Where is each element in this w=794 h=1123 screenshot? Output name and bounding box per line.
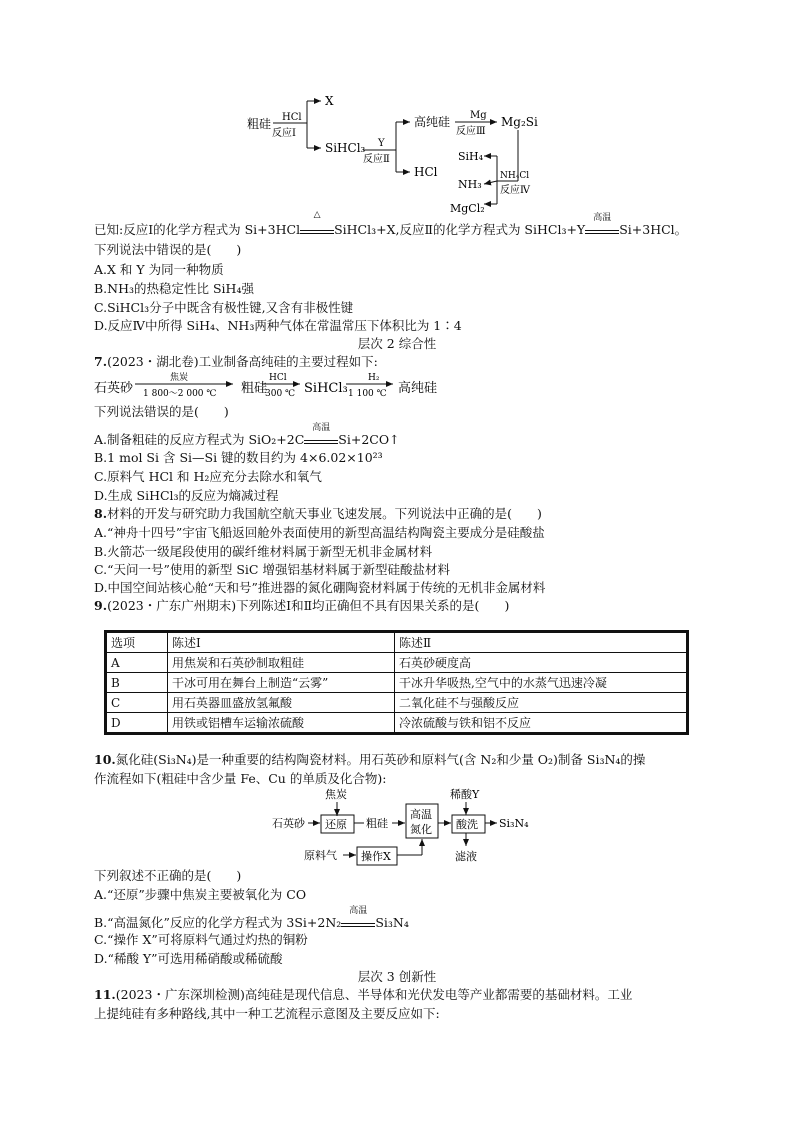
q6-eq1 — [300, 210, 334, 234]
q8-option-b: B.火箭芯一级尾段使用的碳纤维材料属于新型无机非金属材料 — [94, 544, 433, 559]
q11-line1-text: (2023・广东深圳检测)高纯硅是现代信息、半导体和光伏发电等产业都需要的基础材料。工业 — [115, 987, 633, 1002]
q9-number: 9. — [94, 598, 108, 613]
q7-coke: 焦炭 — [170, 373, 189, 383]
d1-reaction4: 反应Ⅳ — [500, 185, 530, 196]
reaction-scheme-diagram — [0, 0, 794, 220]
table-cell: A — [106, 653, 168, 673]
q7-crude: 粗硅 — [241, 381, 268, 396]
d1-sihcl3: SiHCl₃ — [325, 141, 366, 155]
q6-eq1-cond: △ — [313, 210, 321, 220]
q7-number: 7. — [94, 354, 108, 369]
level2-heading: 层次 2 综合性 — [357, 336, 437, 351]
d1-mg2si: Mg₂Si — [501, 115, 538, 129]
q6-known-b: SiHCl₃+X,反应Ⅱ的化学方程式为 SiHCl₃+Y — [334, 222, 586, 237]
q7-option-a — [94, 423, 400, 448]
q8-number: 8. — [94, 506, 108, 521]
d1-x: X — [325, 94, 334, 108]
q10-dilute-acid: 稀酸Y — [450, 788, 480, 801]
q6-stem: 下列说法中错误的是( ) — [94, 242, 242, 257]
q10-nitride1: 高温 — [410, 808, 432, 821]
table-row — [106, 673, 688, 693]
q10-feed-gas: 原料气 — [304, 849, 337, 862]
q7-a-cond: 高温 — [312, 423, 331, 433]
q7-option-b: B.1 mol Si 含 Si—Si 键的数目约为 4×6.02×10²³ — [94, 450, 383, 465]
q6-known — [94, 210, 688, 238]
d1-reaction1: 反应Ⅰ — [272, 128, 296, 139]
q6-eq2-cond: 高温 — [593, 213, 612, 223]
table-cell: C — [106, 693, 168, 713]
d1-high-purity-si: 高纯硅 — [414, 115, 451, 129]
q7-h2: H₂ — [368, 373, 380, 383]
q7-sihcl3: SiHCl₃ — [304, 381, 348, 396]
table-header-cell: 选项 — [106, 632, 168, 653]
table-header-row — [106, 632, 688, 653]
q10-nitride2: 氮化 — [410, 823, 432, 836]
d1-mgcl2: MgCl₂ — [450, 202, 485, 215]
q9-stem — [94, 596, 509, 614]
table-cell: D — [106, 713, 168, 734]
q7-quartz: 石英砂 — [94, 381, 134, 396]
q10-option-d: D.“稀酸 Y”可选用稀硝酸或稀硫酸 — [94, 951, 283, 966]
table-cell: 石英砂硬度高 — [395, 653, 688, 673]
q6-eq2 — [585, 213, 619, 234]
q6-option-c: C.SiHCl₃分子中既含有极性键,又含有非极性键 — [94, 300, 354, 315]
q8-option-d: D.中国空间站核心舱“天和号”推进器的氮化硼陶瓷材料属于传统的无机非金属材料 — [94, 580, 546, 595]
q7-option-d: D.生成 SiHCl₃的反应为熵减过程 — [94, 488, 279, 503]
d1-sih4: SiH₄ — [458, 150, 484, 163]
d1-nh3: NH₃ — [458, 178, 482, 191]
table-cell: 干冰可用在舞台上制造“云雾” — [168, 673, 395, 693]
q10-b-eq — [341, 906, 375, 927]
d1-reaction2: 反应Ⅱ — [363, 154, 390, 165]
table-row — [106, 653, 688, 673]
q7-hcl: HCl — [269, 373, 287, 383]
q10-filtrate: 滤液 — [455, 850, 477, 863]
d1-hcl: HCl — [282, 112, 302, 123]
q6-option-d: D.反应Ⅳ中所得 SiH₄、NH₃两种气体在常温常压下体积比为 1∶4 — [94, 318, 462, 333]
d1-mg: Mg — [470, 110, 487, 121]
q10-option-b — [94, 906, 409, 931]
level3-heading: 层次 3 创新性 — [357, 969, 437, 984]
q10-b-pre: B.“高温氮化”反应的化学方程式为 3Si+2N₂ — [94, 915, 342, 930]
q10-acid-wash: 酸洗 — [456, 818, 478, 831]
q7-t2: 300 ℃ — [265, 389, 296, 399]
q11-number: 11. — [94, 987, 116, 1002]
table-cell: B — [106, 673, 168, 693]
q10-b-post: Si₃N₄ — [375, 915, 409, 930]
q7-t3: 1 100 ℃ — [348, 389, 387, 399]
table-row — [106, 693, 688, 713]
q10-op-x: 操作X — [361, 850, 391, 863]
q7-ask: 下列说法错误的是( ) — [94, 404, 229, 419]
q7-a-eq — [304, 423, 338, 444]
table-cell: 用石英器皿盛放氢氟酸 — [168, 693, 395, 713]
table-row — [106, 713, 688, 734]
d1-crude-si: 粗硅 — [247, 117, 272, 131]
q7-stem-text: (2023・湖北卷)工业制备高纯硅的主要过程如下: — [107, 354, 378, 369]
q11-line1 — [94, 985, 632, 1003]
q11-line2: 上提纯硅有多种路线,其中一种工艺流程示意图及主要反应如下: — [94, 1006, 440, 1021]
q10-ask: 下列叙述不正确的是( ) — [94, 868, 242, 883]
q10-coke: 焦炭 — [325, 788, 347, 801]
table-cell: 干冰升华吸热,空气中的水蒸气迅速冷凝 — [395, 673, 688, 693]
q7-option-c: C.原料气 HCl 和 H₂应充分去除水和氧气 — [94, 469, 322, 484]
q10-b-cond: 高温 — [349, 906, 368, 916]
d1-reaction3: 反应Ⅲ — [456, 126, 486, 137]
d1-nh4cl: NH₄Cl — [500, 171, 530, 181]
q9-table — [104, 630, 689, 735]
q6-known-a: 已知:反应Ⅰ的化学方程式为 Si+3HCl — [94, 222, 301, 237]
q7-a-post: Si+2CO↑ — [338, 432, 400, 447]
q6-option-b: B.NH₃的热稳定性比 SiH₄强 — [94, 281, 254, 296]
q10-line2: 作流程如下(粗硅中含少量 Fe、Cu 的单质及化合物): — [94, 771, 387, 786]
q8-option-a: A.“神舟十四号”宇宙飞船返回舱外表面使用的新型高温结构陶瓷主要成分是硅酸盐 — [94, 525, 545, 540]
q10-product: Si₃N₄ — [499, 817, 529, 830]
q7-pure: 高纯硅 — [398, 381, 438, 396]
table-cell: 用焦炭和石英砂制取粗硅 — [168, 653, 395, 673]
q10-flow-diagram — [0, 782, 794, 872]
q10-line1 — [94, 750, 645, 768]
q6-option-a: A.X 和 Y 为同一种物质 — [94, 262, 224, 277]
table-header-cell: 陈述Ⅰ — [168, 632, 395, 653]
d1-y: Y — [378, 138, 385, 149]
q7-process-diagram — [0, 366, 794, 406]
d1-hcl-out: HCl — [414, 165, 438, 179]
table-cell: 冷浓硫酸与铁和铝不反应 — [395, 713, 688, 734]
q10-option-c: C.“操作 X”可将原料气通过灼热的铜粉 — [94, 932, 308, 947]
q9-stem-text: (2023・广东广州期末)下列陈述Ⅰ和Ⅱ均正确但不具有因果关系的是( ) — [107, 598, 510, 613]
q8-stem — [94, 504, 542, 522]
table-cell: 二氧化硅不与强酸反应 — [395, 693, 688, 713]
q10-reduce: 还原 — [325, 818, 347, 831]
q10-line1-text: 氮化硅(Si₃N₄)是一种重要的结构陶瓷材料。用石英砂和原料气(含 N₂和少量 O₂)制备 Si₃N₄的操 — [115, 752, 646, 767]
q10-crude: 粗硅 — [366, 817, 388, 830]
q7-t1: 1 800～2 000 ℃ — [143, 389, 217, 399]
q6-known-c: Si+3HCl。 — [619, 222, 688, 237]
q10-number: 10. — [94, 752, 116, 767]
table-cell: 用铁或铝槽车运输浓硫酸 — [168, 713, 395, 734]
q8-stem-text: 材料的开发与研究助力我国航空航天事业飞速发展。下列说法中正确的是( ) — [107, 506, 542, 521]
q10-quartz: 石英砂 — [272, 817, 305, 830]
table-header-cell: 陈述Ⅱ — [395, 632, 688, 653]
q8-option-c: C.“天问一号”使用的新型 SiC 增强铝基材料属于新型硅酸盐材料 — [94, 562, 450, 577]
q10-option-a: A.“还原”步骤中焦炭主要被氧化为 CO — [94, 887, 307, 902]
q7-a-pre: A.制备粗硅的反应方程式为 SiO₂+2C — [94, 432, 305, 447]
